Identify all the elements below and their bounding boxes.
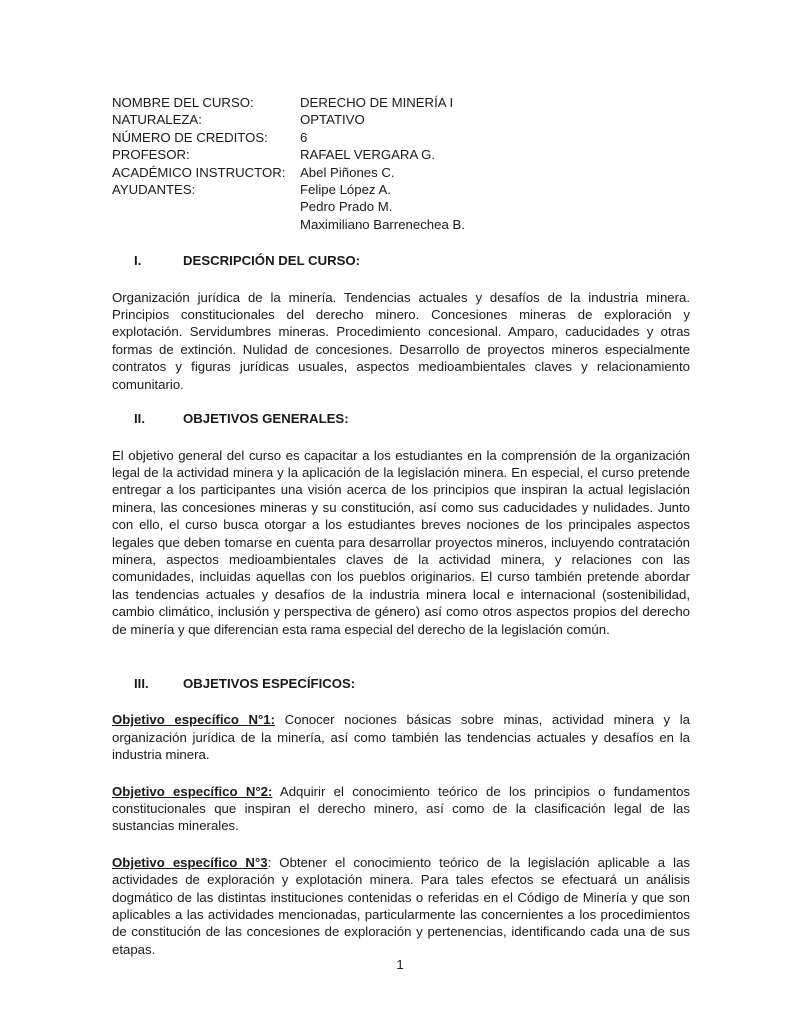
objective-text: Adquirir el conocimiento teórico de los principios o fundamentos constitucionales que inspiran el derecho minero, así como de la clasificación legal de las sustancias minerales.: [112, 783, 690, 834]
specific-objective-1: [112, 711, 690, 763]
course-info-label: NÚMERO DE CREDITOS:: [112, 129, 268, 145]
course-info-row: [112, 129, 465, 146]
section-body-objetivos-generales: El objetivo general del curso es capacitar a los estudiantes en la comprensión de la organización legal de la actividad minera y la aplicación de la legislación minera. En especial, el curso pretende entregar a los participantes una visión acerca de los principios que inspiran la actual legislación minera, las concesiones mineras y su constitución, así como sus caducidades y nulidades. Junto con ello, el curso busca otorgar a los estudiantes breves nociones de los principales aspectos legales que deben tomarse en cuenta para desarrollar proyectos mineros, incluyendo contratación minera, aspectos medioambientales claves de la actividad minera, y relaciones con las comunidades, incluidas aquellas con los pueblos originarios. El curso también pretende abordar las tendencias actuales y desafíos de la industria minera local e internacional (sostenibilidad, cambio climático, inclusión y perspectiva de género) así como otros aspectos propios del derecho de minería y que diferencian esta rama especial del derecho de la legislación común.: [112, 447, 690, 637]
course-info-row: [112, 198, 465, 215]
section-title: OBJETIVOS ESPECÍFICOS:: [183, 675, 356, 691]
course-info-row: [112, 216, 465, 233]
course-info-value: Felipe López A.: [300, 182, 391, 198]
course-info-value: DERECHO DE MINERÍA I: [300, 95, 454, 110]
course-info-label: NATURALEZA:: [112, 112, 202, 128]
page-number: 1: [396, 957, 404, 972]
section-number: III.: [134, 675, 149, 691]
course-info-row: [112, 181, 465, 198]
section-heading-objetivos-generales: [134, 410, 690, 427]
section-number: II.: [134, 411, 145, 427]
course-info-row: [112, 94, 465, 111]
section-title: OBJETIVOS GENERALES:: [183, 411, 349, 427]
objective-text: : Obtener el conocimiento teórico de la legislación aplicable a las actividades de exploración y explotación minera. Para tales efectos se efectuará un análisis dogmático de las distintas instituciones contenidas o referidas en el Código de Minería y que son aplicables a las actividades mencionadas, particularmente las concernientes a los procedimientos de constitución de las concesiones de exploración y pertenencias, identificando cada una de sus etapas.: [112, 854, 691, 957]
specific-objective-2: [112, 783, 690, 835]
course-info-label: [112, 198, 300, 215]
objective-label: Objetivo específico N°3: [112, 854, 268, 870]
course-info-value: Maximiliano Barrenechea B.: [300, 216, 465, 232]
objective-label: Objetivo específico N°1:: [112, 712, 276, 728]
objective-text: Conocer nociones básicas sobre minas, actividad minera y la organización jurídica de la minería, así como también las tendencias actuales y desafíos en la industria minera.: [112, 712, 691, 763]
section-number: I.: [134, 253, 142, 269]
specific-objective-3: [112, 854, 690, 958]
section-title: DESCRIPCIÓN DEL CURSO:: [183, 253, 361, 269]
course-info-label: PROFESOR:: [112, 147, 190, 163]
page-content: [112, 94, 690, 958]
course-info-label: [112, 216, 300, 233]
course-info-row: [112, 146, 465, 163]
course-info-label: NOMBRE DEL CURSO:: [112, 95, 254, 110]
course-info-label: ACADÉMICO INSTRUCTOR:: [112, 164, 286, 180]
course-info-value: OPTATIVO: [300, 112, 365, 128]
course-info-row: [112, 111, 465, 128]
section-heading-descripcion: [134, 252, 690, 269]
course-info-row: [112, 164, 465, 181]
section-body-descripcion: Organización jurídica de la minería. Tendencias actuales y desafíos de la industria minera. Principios constitucionales del derecho minero. Concesiones mineras de exploración y explotación. Servidumbres mineras. Procedimiento concesional. Amparo, caducidades y otras formas de extinción. Nulidad de concesiones. Desarrollo de proyectos mineros especialmente contratos y figuras jurídicas usuales, aspectos medioambientales claves y relacionamiento comunitario.: [112, 289, 690, 392]
course-info-value: 6: [300, 129, 308, 145]
course-info-table: [112, 94, 465, 233]
course-info-value: Pedro Prado M.: [300, 199, 393, 215]
section-heading-objetivos-especificos: [134, 675, 690, 692]
objective-label: Objetivo específico N°2:: [112, 783, 273, 799]
course-info-value: RAFAEL VERGARA G.: [300, 147, 436, 163]
course-info-label: AYUDANTES:: [112, 182, 196, 198]
course-info-value: Abel Piñones C.: [300, 164, 395, 180]
